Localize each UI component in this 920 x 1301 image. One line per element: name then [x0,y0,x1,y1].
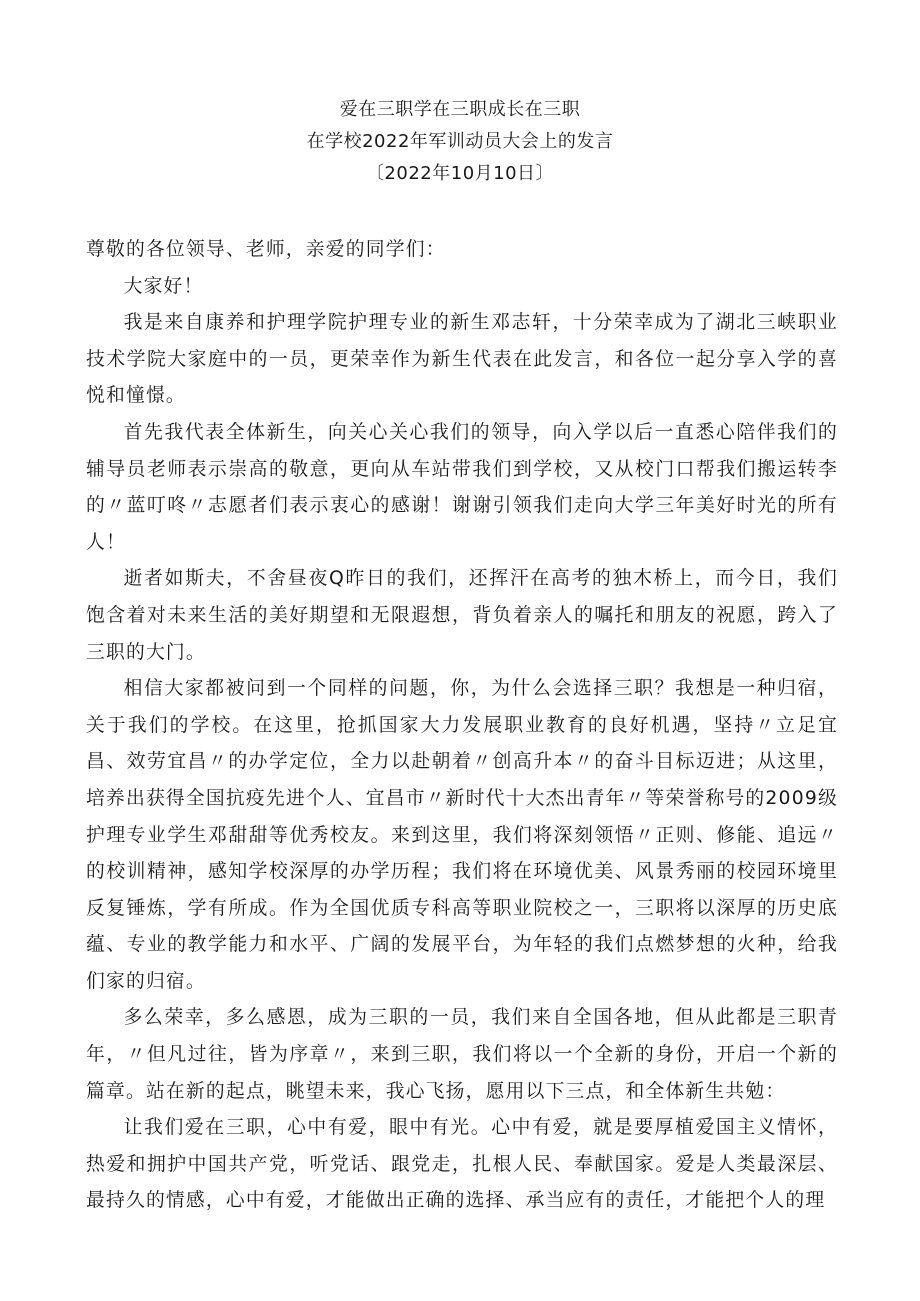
paragraph-love: 让我们爱在三职，心中有爱，眼中有光。心中有爱，就是要厚植爱国主义情怀，热爱和拥护中国共产党，听党话、跟党走，扎根人民、奉献国家。爱是人类最深层、最持久的情感，心中有爱，才能做出正确的选择、承当应有的责任，才能把个人的理 [86,1117,838,1212]
paragraph-introduction: 我是来自康养和护理学院护理专业的新生邓志轩，十分荣幸成为了湖北三峡职业技术学院大家庭中的一员，更荣幸作为新生代表在此发言，和各位一起分享入学的喜悦和憧憬。 [86,312,838,407]
paragraph-thanks: 首先我代表全体新生，向关心关心我们的领导，向入学以后一直悉心陪伴我们的辅导员老师表示崇高的敬意，更向从车站带我们到学校，又从校门口帮我们搬运转李的〃蓝叮咚〃志愿者们表示衷心的感谢！谢谢引领我们走向大学三年美好时光的所有人！ [86,421,838,553]
document-title: 爱在三职学在三职成长在三职 [339,99,581,120]
title-block [0,94,920,190]
document-subtitle: 在学校2022年军训动员大会上的发言 [306,131,614,152]
paragraph-school: 相信大家都被问到一个同样的问题，你，为什么会选择三职？我想是一种归宿，关于我们的学校。在这里，抢抓国家大力发展职业教育的良好机遇，坚持〃立足宜昌、效劳宜昌〃的办学定位，全力以赴朝着〃创高升本〃的奋斗目标迈进；从这里，培养出获得全国抗疫先进个人、宜昌市〃新时代十大杰出青年〃等荣誉称号的2009级护理专业学生邓甜甜等优秀校友。来到这里，我们将深刻领悟〃正则、修能、追远〃的校训精神，感知学校深厚的办学历程；我们将在环境优美、风景秀丽的校园环境里反复锤炼，学有所成。作为全国优质专科高等职业院校之一，三职将以深厚的历史底蕴、专业的教学能力和水平、广阔的发展平台，为年轻的我们点燃梦想的火种，给我们家的归宿。 [86,678,838,992]
document-date: 〔2022年10月10日〕 [365,163,555,184]
paragraph-reflection: 逝者如斯夫，不舍昼夜Q昨日的我们，还挥汗在高考的独木桥上，而今日，我们饱含着对未来生活的美好期望和无限遐想，背负着亲人的嘱托和朋友的祝愿，跨入了三职的大门。 [86,568,838,663]
paragraph-gratitude: 多么荣幸，多么感恩，成为三职的一员，我们来自全国各地，但从此都是三职青年，〃但凡过往，皆为序章〃，来到三职，我们将以一个全新的身份，开启一个新的篇章。站在新的起点，眺望未来，我心飞扬，愿用以下三点，和全体新生共勉： [86,1007,838,1102]
paragraph-greeting: 大家好！ [123,275,204,297]
salutation: 尊敬的各位领导、老师，亲爱的同学们： [86,239,446,260]
document-body [86,232,838,1220]
